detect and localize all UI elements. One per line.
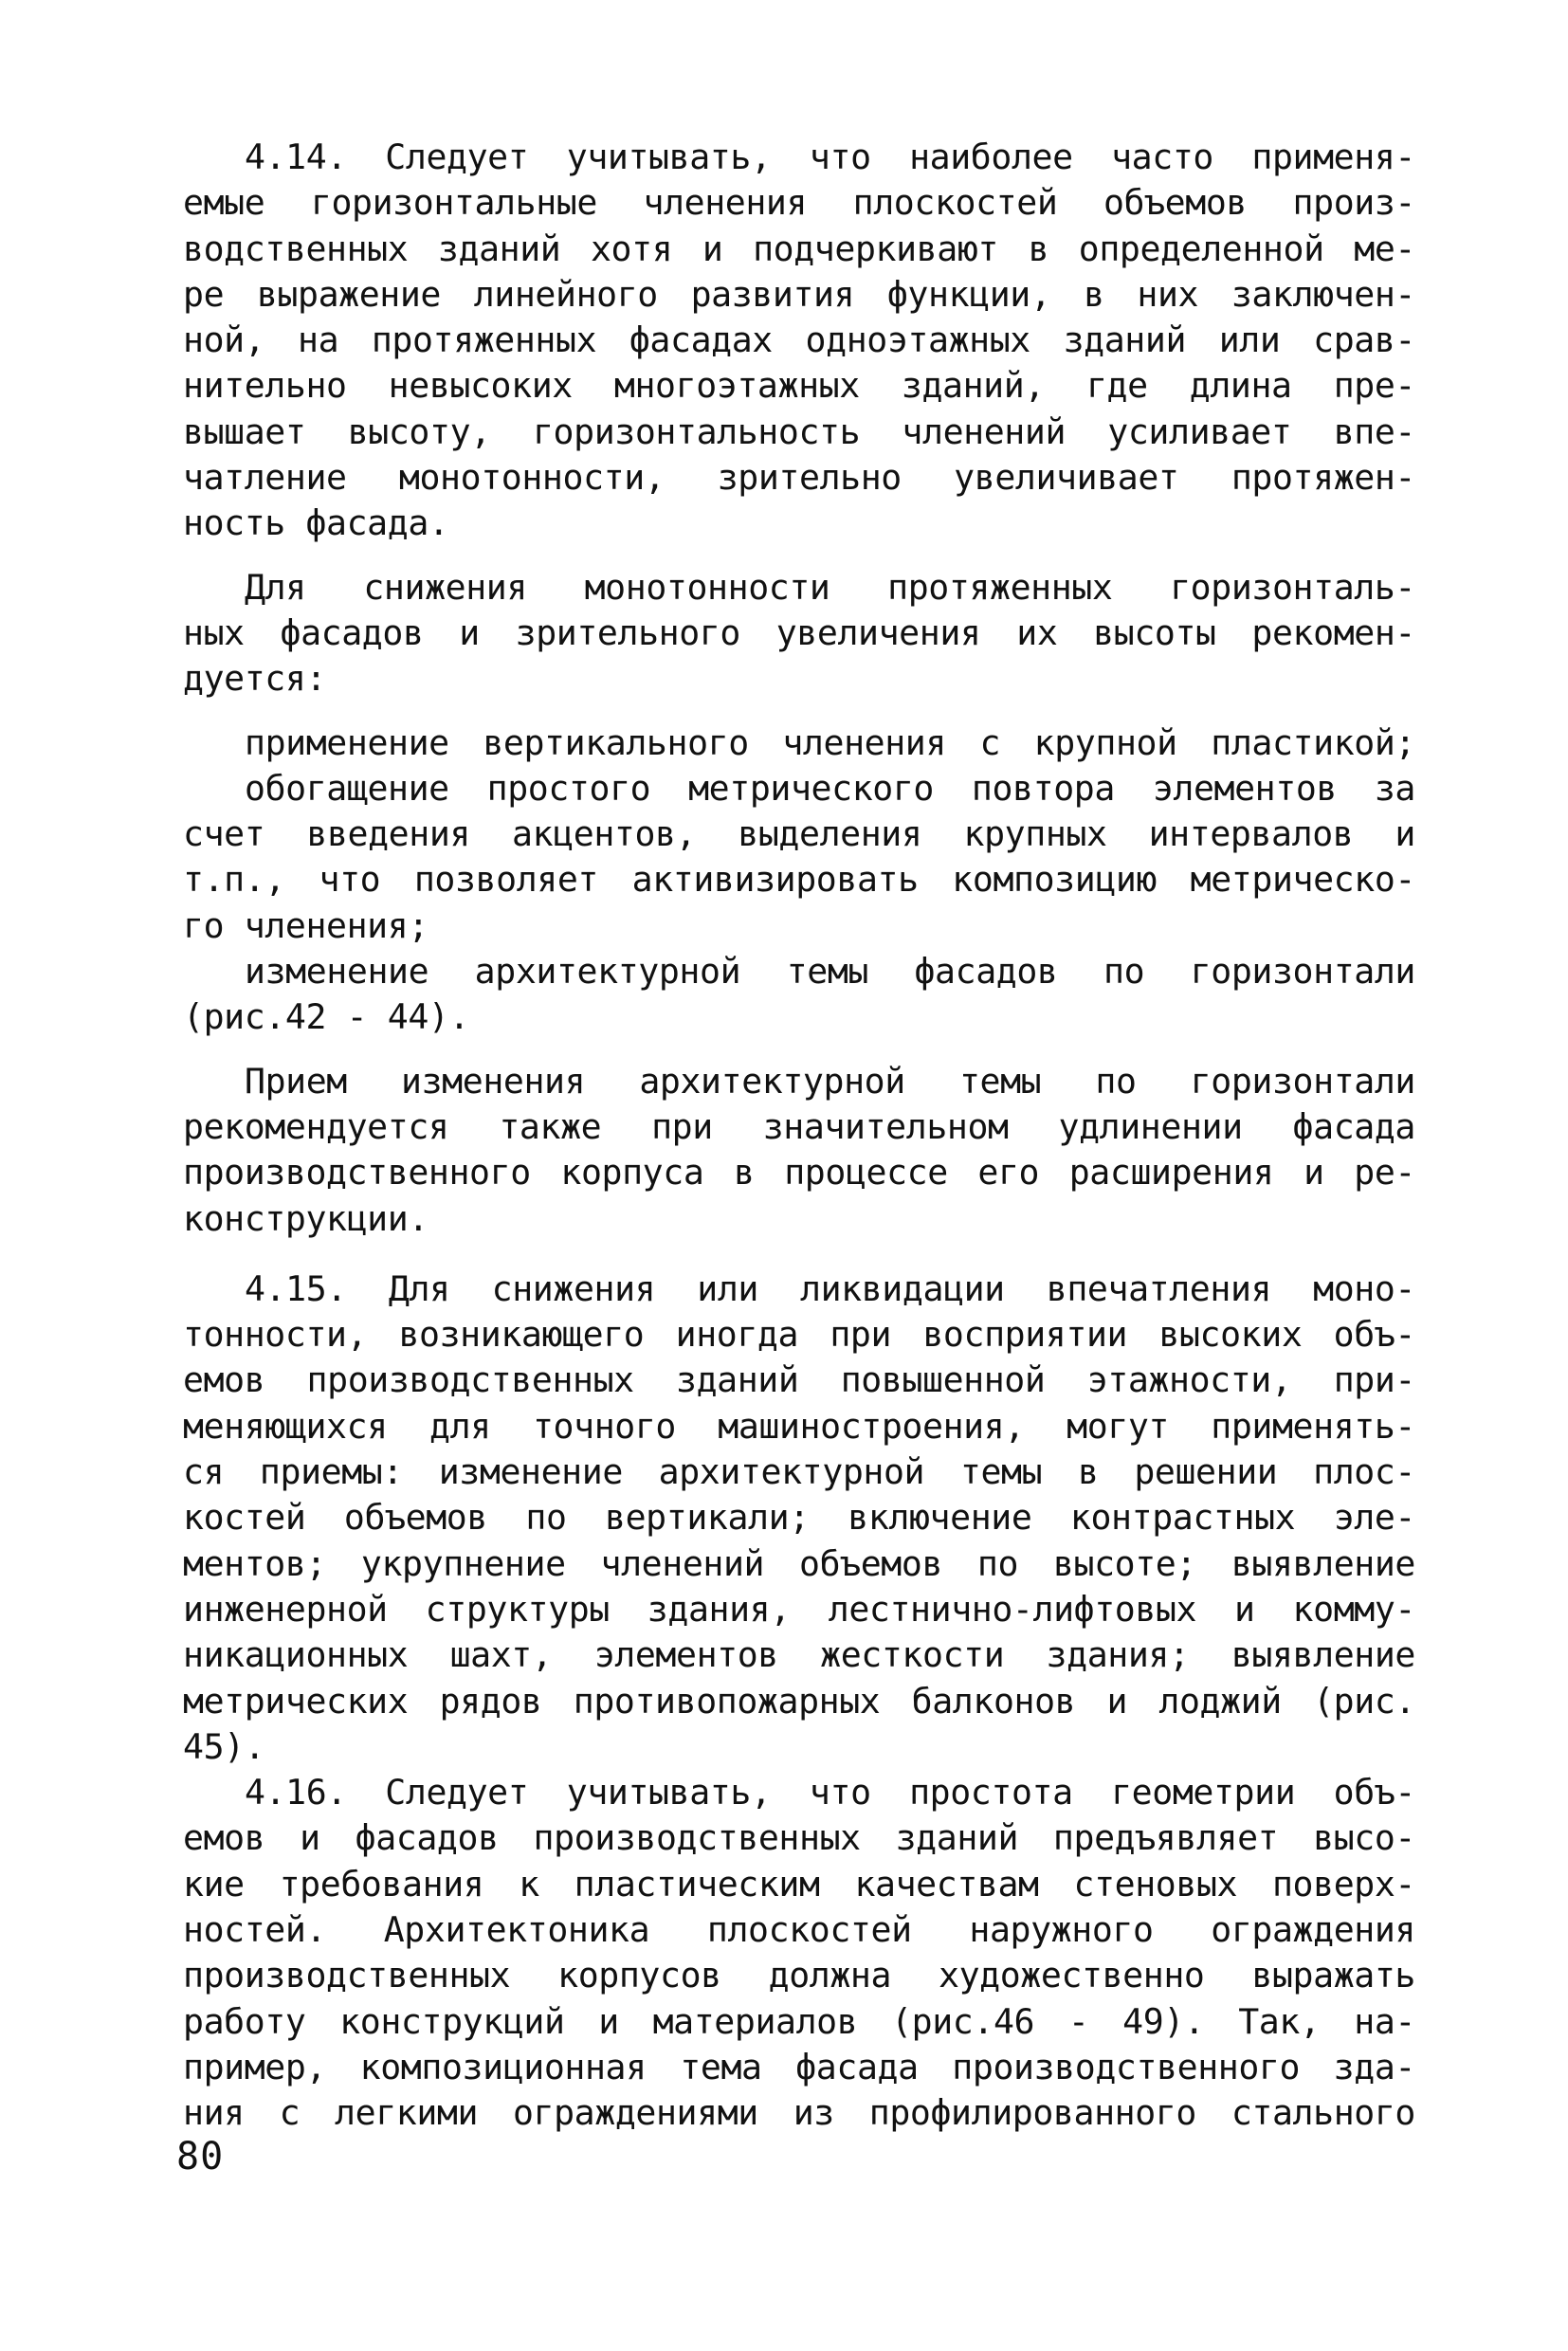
text-line: т.п., что позволяет активизировать композицию метрическо- bbox=[183, 859, 1415, 901]
text-line: производственного корпуса в процессе его расширения и ре- bbox=[183, 1152, 1415, 1194]
text-line: дуется: bbox=[183, 658, 327, 700]
text-line: ность фасада. bbox=[183, 502, 449, 544]
text-line: счет введения акцентов, выделения крупных интервалов и bbox=[183, 813, 1415, 855]
list-item-metric-enrichment bbox=[183, 766, 1415, 949]
text-line: емов и фасадов производственных зданий предъявляет высо- bbox=[183, 1817, 1415, 1859]
text-line: ных фасадов и зрительного увеличения их высоты рекомен- bbox=[183, 611, 1415, 653]
paragraph-4-14 bbox=[183, 135, 1415, 547]
text-line: работу конструкций и материалов (рис.46 - 49). Так, на- bbox=[183, 2000, 1415, 2042]
text-line: 4.14. Следует учитывать, что наиболее часто применя- bbox=[245, 137, 1415, 177]
text-line: производственных корпусов должна художественно выражать bbox=[183, 1955, 1415, 1996]
text-line: кие требования к пластическим качествам стеновых поверх- bbox=[183, 1863, 1415, 1904]
text-line: конструкции. bbox=[183, 1197, 428, 1239]
text-line: применение вертикального членения с крупной пластикой; bbox=[245, 721, 1415, 763]
text-line: меняющихся для точного машиностроения, могут применять- bbox=[183, 1405, 1415, 1447]
text-line: ной, на протяженных фасадах одноэтажных зданий или срав- bbox=[183, 319, 1415, 361]
text-line: Прием изменения архитектурной темы по горизонтали bbox=[245, 1060, 1415, 1102]
list-item-theme-change bbox=[183, 949, 1415, 1041]
text-line: чатление монотонности, зрительно увеличивает протяжен- bbox=[183, 457, 1415, 499]
paragraph-4-16 bbox=[183, 1770, 1415, 2136]
text-line: Для снижения монотонности протяженных горизонталь- bbox=[245, 566, 1415, 608]
page-number: 80 bbox=[176, 2135, 225, 2178]
text-line: ментов; укрупнение членений объемов по высоте; выявление bbox=[183, 1542, 1415, 1584]
text-line: емов производственных зданий повышенной этажности, при- bbox=[183, 1359, 1415, 1401]
text-line: емые горизонтальные членения плоскостей объемов произ- bbox=[183, 182, 1415, 224]
text-line: (рис.42 - 44). bbox=[183, 996, 470, 1038]
text-line: ся приемы: изменение архитектурной темы в решении плос- bbox=[183, 1451, 1415, 1493]
paragraph-4-15 bbox=[183, 1267, 1415, 1770]
text-line: инженерной структуры здания, лестнично-лифтовых и комму- bbox=[183, 1588, 1415, 1630]
list-item-vertical-articulation bbox=[183, 720, 1415, 766]
text-line: пример, композиционная тема фасада производственного зда- bbox=[183, 2046, 1415, 2087]
text-line: ностей. Архитектоника плоскостей наружного ограждения bbox=[183, 1908, 1415, 1950]
text-line: никационных шахт, элементов жесткости здания; выявление bbox=[183, 1634, 1415, 1676]
text-line: костей объемов по вертикали; включение контрастных эле- bbox=[183, 1497, 1415, 1539]
text-line: обогащение простого метрического повтора элементов за bbox=[245, 767, 1415, 809]
text-line: метрических рядов противопожарных балконов и лоджий (рис. bbox=[183, 1680, 1415, 1722]
text-line: ре выражение линейного развития функции, в них заключен- bbox=[183, 273, 1415, 315]
text-line: изменение архитектурной темы фасадов по горизонтали bbox=[245, 951, 1415, 993]
body-text bbox=[183, 135, 1415, 2136]
text-line: тонности, возникающего иногда при восприятии высоких объ- bbox=[183, 1314, 1415, 1356]
text-line: ния с легкими ограждениями из профилированного стального bbox=[183, 2092, 1415, 2134]
text-line: вышает высоту, горизонтальность членений усиливает впе- bbox=[183, 410, 1415, 452]
text-line: 4.16. Следует учитывать, что простота геометрии объ- bbox=[245, 1772, 1415, 1813]
text-line: рекомендуется также при значительном удлинении фасада bbox=[183, 1105, 1415, 1147]
text-line: 45). bbox=[183, 1725, 265, 1767]
text-line: водственных зданий хотя и подчеркивают в определенной ме- bbox=[183, 228, 1415, 269]
text-line: нительно невысоких многоэтажных зданий, где длина пре- bbox=[183, 365, 1415, 407]
paragraph-theme-reception bbox=[183, 1059, 1415, 1242]
paragraph-monotony-reduction bbox=[183, 565, 1415, 702]
text-line: го членения; bbox=[183, 904, 428, 946]
text-line: 4.15. Для снижения или ликвидации впечатления моно- bbox=[245, 1267, 1415, 1309]
